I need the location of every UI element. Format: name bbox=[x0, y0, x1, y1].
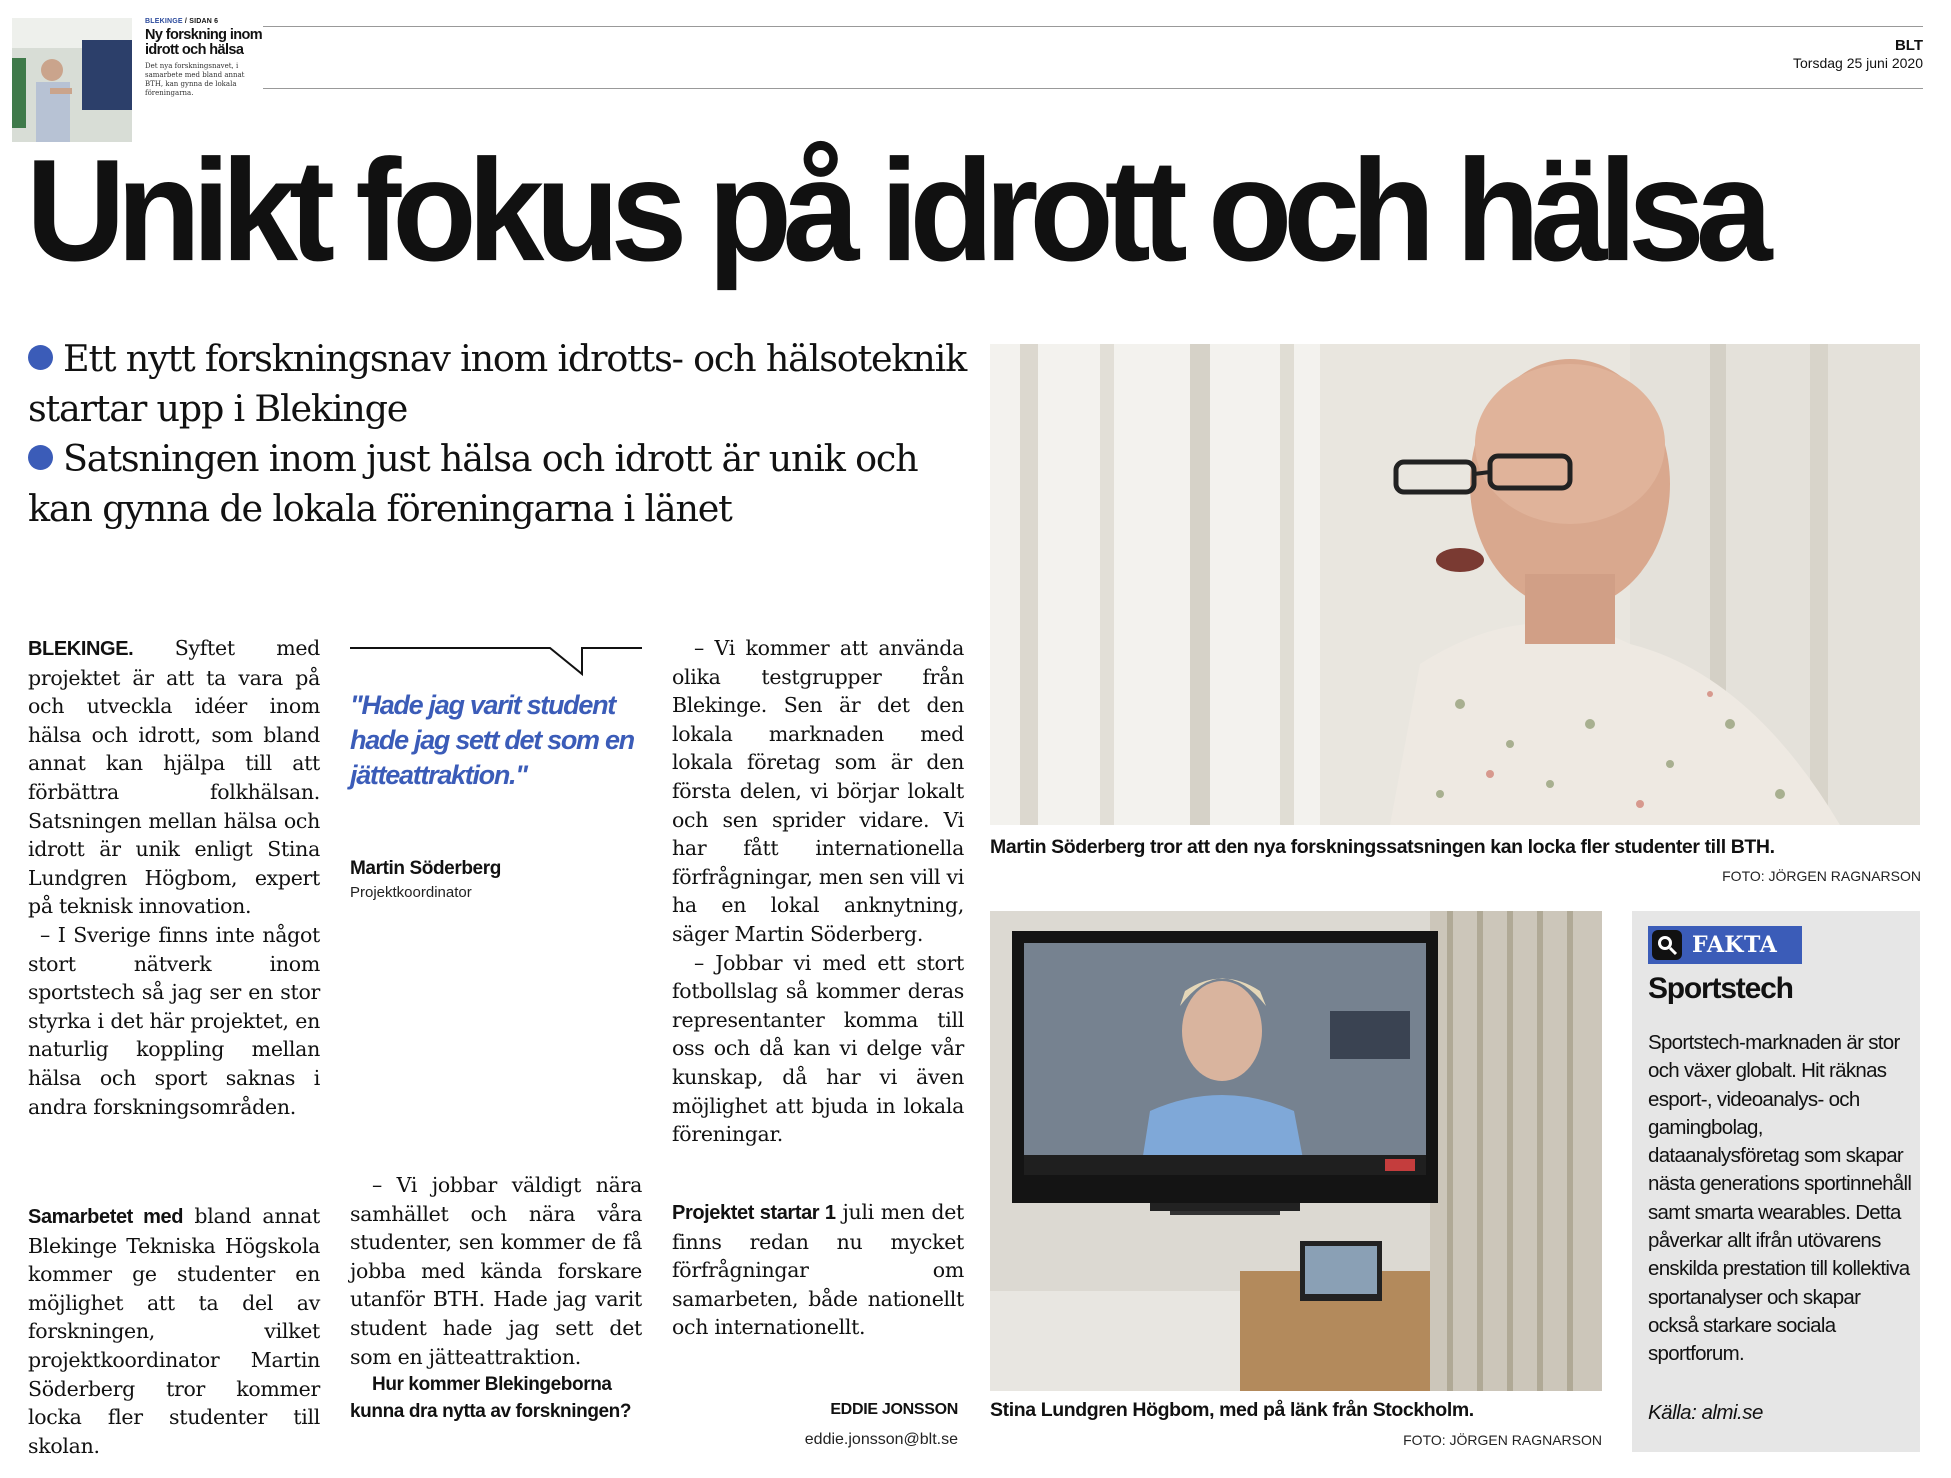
fact-label: FAKTA bbox=[1692, 932, 1778, 958]
fact-title: Sportstech bbox=[1648, 972, 1793, 1005]
lead-in: Samarbetet med bbox=[28, 1206, 184, 1228]
teaser[interactable] bbox=[145, 18, 263, 98]
body-column-3-bottom bbox=[672, 1198, 964, 1342]
photo1-credit: FOTO: JÖRGEN RAGNARSON bbox=[1722, 868, 1921, 884]
magnifier-icon bbox=[1652, 930, 1682, 960]
teaser-thumbnail bbox=[12, 18, 132, 142]
body-text: bland annat Blekinge Tekniska Högskola kommer ge studenter en möjlighet att ta del av forskningen, vilket projektkoordinator Martin Söderberg tror kommer locka fler studenter till skolan. bbox=[28, 1204, 320, 1458]
deck-item bbox=[28, 434, 988, 534]
lead-in: Projektet startar 1 bbox=[672, 1202, 836, 1224]
dateline: BLEKINGE. bbox=[28, 638, 134, 660]
pull-quote-role: Projektkoordinator bbox=[350, 884, 472, 901]
teaser-title: Ny forskning inom idrott och hälsa bbox=[145, 27, 263, 58]
body-paragraph: – Jobbar vi med ett stort fotbollslag så kommer deras representanter komma till oss och då kan vi delge vår kunskap, då har vi även möjlighet att bjuda in lokala föreningar. bbox=[672, 950, 964, 1147]
headline: Unikt fokus på idrott och hälsa bbox=[26, 129, 1764, 292]
issue-date: Torsdag 25 juni 2020 bbox=[1793, 55, 1923, 71]
body-column-2 bbox=[350, 1171, 642, 1425]
body-column-1-bottom bbox=[28, 1202, 320, 1460]
bullet-icon bbox=[28, 445, 53, 470]
body-paragraph: – Vi jobbar väldigt nära samhället och nära våra studenter, sen kommer de få jobba med kända forskare utanför BTH. Hade jag varit student hade jag sett det som en jätteattraktion. bbox=[350, 1173, 642, 1369]
body-paragraph bbox=[672, 1198, 964, 1342]
body-text: Syftet med projektet är att ta vara på och utveckla idéer inom hälsa och idrott, som bland annat kan hjälpa till att förbättra folkhälsan. Satsningen mellan hälsa och idrott är unik enligt Stina Lundgren Högbom, expert på teknisk innovation. bbox=[28, 636, 320, 919]
top-rule-lower bbox=[263, 88, 1923, 89]
deck-text: Ett nytt forskningsnav inom idrotts- och hälsoteknik startar upp i Blekinge bbox=[28, 337, 966, 430]
body-paragraph: – Vi kommer att använda olika testgrupper från Blekinge. Sen är det den lokala marknaden med lokala företag som är den första delen, vi börjar lokalt och sen sprider vidare. Vi har fått internationella förfrågningar, men sen vill vi ha en lokal anknytning, säger Martin Söderberg. bbox=[672, 636, 964, 946]
fact-source: Källa: almi.se bbox=[1648, 1401, 1763, 1424]
body-text: juli men det finns redan nu mycket förfrågningar om samarbeten, både nationellt och internationellt. bbox=[672, 1200, 964, 1340]
photo2-credit: FOTO: JÖRGEN RAGNARSON bbox=[1403, 1432, 1602, 1448]
photo-martin-soderberg bbox=[990, 344, 1920, 825]
body-paragraph bbox=[28, 1202, 320, 1460]
byline-name: EDDIE JONSSON bbox=[830, 1401, 958, 1418]
body-paragraph bbox=[28, 634, 320, 921]
deck-text: Satsningen inom just hälsa och idrott är unik och kan gynna de lokala föreningarna i länet bbox=[28, 437, 918, 530]
question-subhead: Hur kommer Blekingeborna kunna dra nytta av forskningen? bbox=[350, 1374, 632, 1423]
pull-quote-name: Martin Söderberg bbox=[350, 858, 501, 879]
bullet-icon bbox=[28, 345, 53, 370]
quote-bubble-icon bbox=[350, 646, 642, 680]
photo-video-call bbox=[990, 911, 1602, 1391]
teaser-kicker-section: BLEKINGE bbox=[145, 18, 183, 25]
photo2-caption: Stina Lundgren Högbom, med på länk från Stockholm. bbox=[990, 1399, 1474, 1421]
deck bbox=[28, 334, 988, 534]
body-paragraph: – I Sverige finns inte något stort nätverk inom sportstech så jag ser en stor styrka i det här projektet, en naturlig koppling mellan hälsa och sport saknas i andra forskningsområden. bbox=[28, 922, 320, 1119]
teaser-body: Det nya forskningsnavet, i samarbete med bland annat BTH, kan gynna de lokala föreningarna. bbox=[145, 62, 245, 97]
body-column-3-top bbox=[672, 634, 964, 1149]
fact-box bbox=[1632, 911, 1920, 1452]
photo1-caption: Martin Söderberg tror att den nya forskningssatsningen kan locka fler studenter till BTH. bbox=[990, 836, 1775, 858]
teaser-kicker bbox=[145, 18, 263, 25]
top-rule bbox=[263, 26, 1923, 27]
fact-tag bbox=[1648, 926, 1802, 964]
paper-name: BLT bbox=[1894, 37, 1923, 54]
deck-item bbox=[28, 334, 988, 434]
byline-email[interactable]: eddie.jonsson@blt.se bbox=[804, 1431, 958, 1448]
teaser-kicker-page: / SIDAN 6 bbox=[182, 18, 219, 25]
fact-body: Sportstech-marknaden är stor och växer globalt. Hit räknas esport-, videoanalys- och gamingbolag, dataanalysföretag som skapar nästa generations sportinnehåll samt smarta wearables. Detta påverkar allt ifrån utövarens enskilda prestation till kollektiva sportanalyser och skapar också starkare sociala sportforum. bbox=[1648, 1031, 1912, 1366]
body-column-1-top bbox=[28, 634, 320, 1121]
pull-quote: "Hade jag varit student hade jag sett det som en jätteattraktion." bbox=[350, 690, 634, 790]
